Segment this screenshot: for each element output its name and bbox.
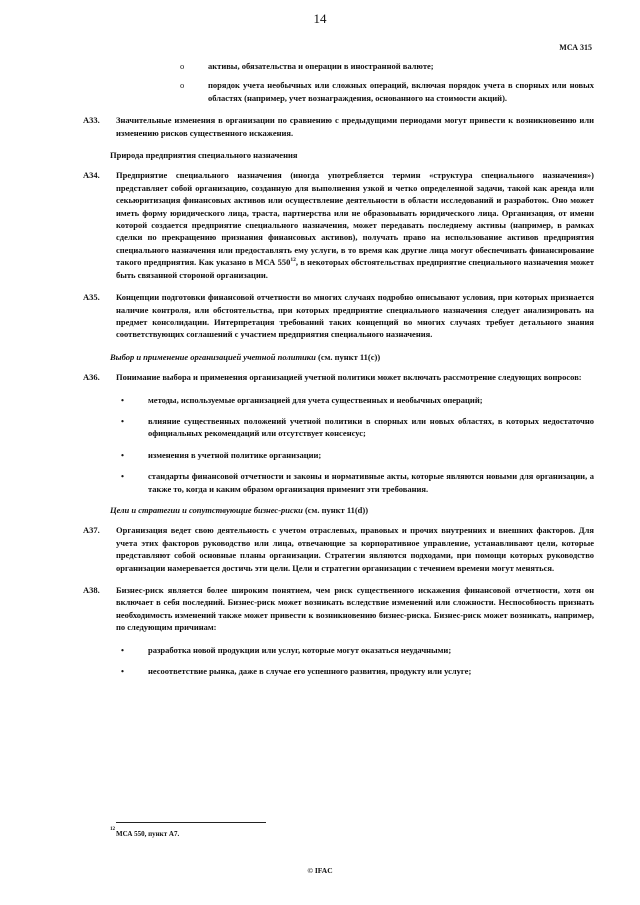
list-item [116, 449, 594, 461]
paragraph-number: A36. [83, 372, 100, 383]
bullet-icon: • [121, 471, 124, 482]
heading-reference: (см. пункт 11(d)) [302, 504, 369, 515]
page-content [83, 60, 595, 686]
bullet-icon: • [121, 394, 124, 405]
list-item-text: порядок учета необычных или сложных операций, включая порядок учета в спорных или новых областях (например, учет вознаграждения, основанного на стоимости акций). [208, 80, 594, 103]
currency-list [116, 60, 594, 104]
list-item-text: стандарты финансовой отчетности и законы и нормативные акты, которые являются новыми для организации, а также то, когда и каким образом организация применит эти требования. [148, 471, 594, 494]
list-item-text: активы, обязательства и операции в иностранной валюте; [208, 61, 434, 71]
list-item [116, 644, 594, 656]
footnote-reference: 12 [290, 257, 296, 264]
footnote-divider [116, 822, 266, 823]
list-item [116, 415, 594, 440]
paragraph-text [116, 170, 594, 279]
bullet-icon: • [121, 415, 124, 426]
section-heading-goals [110, 504, 594, 516]
paragraph-a37 [83, 524, 594, 574]
list-item [116, 470, 594, 495]
paragraph-text: Значительные изменения в организации по сравнению с предыдущими периодами могут привести к возникновению или изменению рисков существенного искажения. [116, 115, 594, 138]
list-item-text: методы, используемые организацией для учета существенных и необычных операций; [148, 394, 483, 405]
paragraph-text: Бизнес-риск является более широким понятием, чем риск существенного искажения финансовой отчетности, хотя он включает в себя последний. Бизнес-риск может возникать вследствие изменений или сложности. Неспособность признать необходимость изменений также может привести к возникновению бизнес-риска. Бизнес-риск может возникать, например, по следующим причинам: [116, 585, 594, 633]
paragraph-text: Организация ведет свою деятельность с учетом отраслевых, правовых и прочих внутренних и внешних факторов. Для учета этих факторов руководство или лица, отвечающие за корпоративное управление, устанавливают цели, которые представляют собой основные планы организации. Стратегии являются подходами, при помощи которых руководство организации намеревается достичь эти цели. Цели и стратегии организации с течением времени могут меняться. [116, 525, 594, 573]
policy-bullet-list [116, 394, 594, 495]
section-heading-spv: Природа предприятия специального назначения [110, 150, 298, 161]
list-item-text: влияние существенных положений учетной политики в спорных или новых областях, в которых недостаточно официальных рекомендаций или отсутствует консенсус; [148, 415, 594, 439]
paragraph-number: A38. [83, 585, 100, 595]
list-item [116, 665, 594, 677]
heading-italic-text: Цели и стратегии и сопутствующие бизнес-риски [110, 504, 303, 515]
paragraph-text: Концепции подготовки финансовой отчетности во многих случаях подробно описывают условия, при которых признается наличие контроля, или обстоятельства, при которых предприятие специального назначения следует анализировать на предмет консолидации. Интерпретация требований таких концепций во многих случаях требует детального знания соответствующих соглашений с участием предприятия специального назначения. [116, 292, 594, 340]
list-item [116, 60, 594, 72]
page-number: 14 [313, 11, 327, 26]
paragraph-text-part: Предприятие специального назначения (иногда употребляется термин «структура специального назначения») представляет собой организацию, созданную для выполнения узкой и четко определенной задачи, такой как аренда или секьюритизация финансовых активов или осуществление деятельности в области исследований и разработок. Оно может иметь форму юридического лица, траста, партнерства или не образовывать юридического лица. Организация, от имени которой создается предприятие специального назначения, может передавать последнему активы (например, в рамках сделки по прекращению признания финансовых активов), получать право на использование активов предприятия специального назначения или предоставлять ему услуги, в то время как другие лица могут обеспечивать финансирование такого предприятия. Как указано в МСА 550 [116, 170, 594, 268]
list-item-text: несоответствие рынка, даже в случае его успешного развития, продукту или услуге; [148, 666, 472, 677]
list-item-text: разработка новой продукции или услуг, которые могут оказаться неудачными; [148, 644, 452, 655]
risk-bullet-list [116, 644, 594, 678]
circle-bullet-icon: o [180, 61, 185, 71]
page-footer: © IFAC [307, 866, 333, 875]
footnote-text: МСА 550, пункт A7. [116, 830, 180, 838]
list-item-text: изменения в учетной политике организации; [148, 449, 322, 460]
section-heading-policy [110, 351, 594, 363]
paragraph-text: Понимание выбора и применения организацией учетной политики может включать рассмотрение следующих вопросов: [116, 372, 582, 383]
standard-reference: МСА 315 [559, 43, 592, 52]
paragraph-number: A35. [83, 292, 100, 303]
paragraph-a34 [83, 169, 595, 281]
heading-reference: (см. пункт 11(c)) [315, 351, 381, 362]
paragraph-number: A33. [83, 115, 100, 126]
paragraph-a33 [83, 114, 594, 139]
bullet-icon: • [121, 666, 124, 677]
footnote [110, 827, 180, 838]
bullet-icon: • [121, 644, 124, 655]
footnote-number: 12 [110, 827, 115, 832]
paragraph-text-part: , в некоторых обстоятельствах предприятие специального назначения может быть связанной стороной организации. [116, 257, 595, 280]
heading-italic-text: Выбор и применение организацией учетной политики [110, 351, 316, 362]
paragraph-number: A34. [83, 170, 100, 181]
circle-bullet-icon: o [180, 80, 185, 91]
list-item [116, 79, 594, 104]
paragraph-number: A37. [83, 525, 100, 536]
paragraph-a36 [83, 371, 594, 383]
bullet-icon: • [121, 449, 124, 460]
paragraph-a38 [83, 584, 594, 634]
paragraph-a35 [83, 291, 594, 341]
list-item [116, 394, 594, 406]
